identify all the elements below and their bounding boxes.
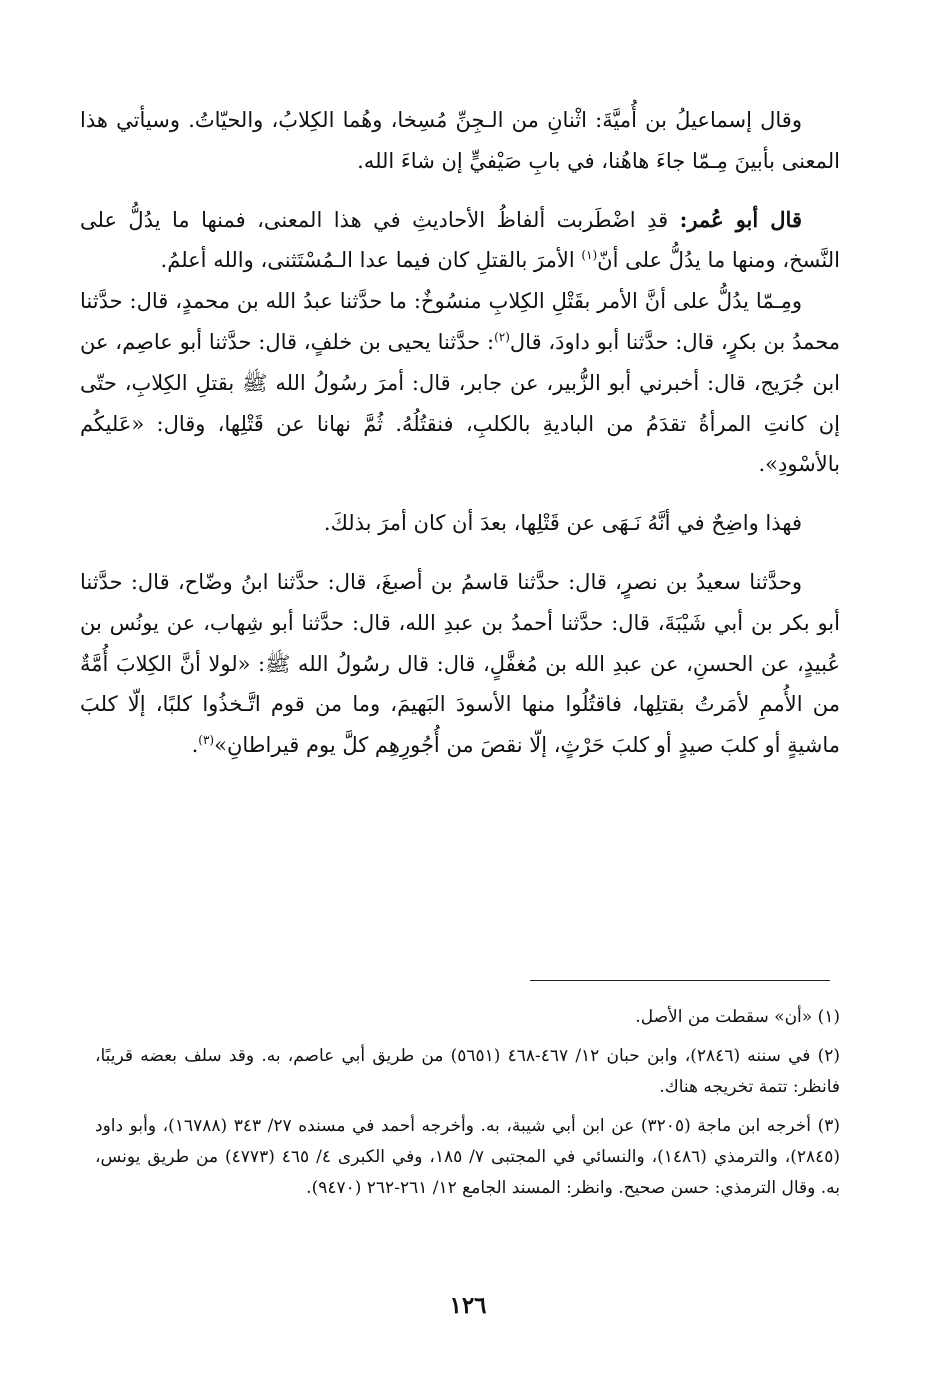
paragraph-1-line-1: وقال إسماعيلُ بن أُميَّةَ: اثْنانِ من الـجِنِّ مُسِخا، وهُما الكِلابُ، والحيّاتُ.	[188, 108, 802, 132]
speaker-label: قال أبو عُمر:	[679, 206, 802, 232]
footnote-1: (١) «أن» سقطت من الأصل.	[635, 1007, 840, 1027]
footnote-2: (٢) في سننه (٢٨٤٦)، وابن حبان ١٢/ ٤٦٧-٤٦٨ (٥٦٥١) من طريق أبي عاصم، به. وقد سلف بعضه قريبًا، فانظر: تتمة تخريجه هناك.	[95, 1046, 840, 1097]
paragraph-3	[80, 281, 840, 485]
page-number: ١٢٦	[449, 1292, 487, 1319]
footnotes	[95, 1002, 840, 1212]
paragraph-5-end: .	[191, 733, 199, 758]
footnote-separator	[530, 980, 830, 981]
footnote-ref-2[interactable]: (٢)	[494, 329, 510, 344]
paragraph-5	[80, 562, 840, 766]
paragraph-3-text-b: : حدَّثنا يحيى بن خلفٍ، قال: حدَّثنا أبو عاصِم، عن ابن جُرَيج، قال: أخبرني أبو الزُّبير، عن جابر، قال: أمرَ رسُولُ الله ﷺ بقتلِ الكِلابِ، حتّى إن كانتِ المرأةُ تقدَمُ من الباديةِ بالكلبِ، فنقتُلُهُ. ثُمَّ نهانا عن قَتْلِها، وقال: «عَليكُم بالأسْودِ».	[80, 329, 840, 477]
paragraph-1-line-2: وسيأتي هذا المعنى بأبينَ مِـمّا جاءَ هاهُنا، في بابِ صَيْفيٍّ إن شاءَ الله.	[80, 108, 840, 173]
paragraph-2	[80, 200, 840, 282]
main-text	[80, 100, 840, 766]
paragraph-1	[80, 100, 840, 182]
paragraph-4: فهذا واضِحٌ في أنَّهُ نَـهَى عن قَتْلِها، بعدَ أن كان أمرَ بذلكَ.	[323, 511, 802, 536]
paragraph-2-text-b: الأمرَ بالقتلِ كان فيما عدا الـمُسْتَثنى، والله أعلمُ.	[160, 248, 582, 273]
paragraph-2-text-a: قدِ اضْطَربت ألفاظُ الأحاديثِ في هذا المعنى، فمنها ما يدُلُّ على النَّسخ، ومنها ما يدُلُّ على أنّ	[80, 207, 840, 273]
footnote-ref-1[interactable]: (١)	[581, 248, 598, 263]
footnote-3: (٣) أخرجه ابن ماجة (٣٢٠٥) عن ابن أبي شيبة، به. وأخرجه أحمد في مسنده ٢٧/ ٣٤٣ (١٦٧٨٨)، وأبو داود (٢٨٤٥)، والترمذي (١٤٨٦)، والنسائي في المجتبى ٧/ ١٨٥، وفي الكبرى ٤/ ٤٦٥ (٤٧٧٣) من طريق يونس، به. وقال الترمذي: حسن صحيح. وانظر: المسند الجامع ١٢/ ٢٦١-٢٦٢ (٩٤٧٠).	[95, 1116, 840, 1198]
paragraph-5-text: وحدَّثنا سعيدُ بن نصرٍ، قال: حدَّثنا قاسمُ بن أصبغَ، قال: حدَّثنا ابنُ وضّاح، قال: حدَّثنا أبو بكر بن أبي شَيْبَةَ، قال: حدَّثنا أحمدُ بن عبدِ الله، قال: حدَّثنا أبو شِهاب، عن يونُس بن عُبيدٍ، عن الحسنِ، عن عبدِ الله بن مُغفَّلٍ، قال: قال رسُولُ الله ﷺ: «لولا أنَّ الكِلابَ أُمَّةٌ من الأُممِ لأمَرتُ بقتلِها، فاقتُلُوا منها الأسودَ البَهيمَ، وما من قوم اتَّـخذُوا كلبًا، إلّا كلبَ ماشيةٍ أو كلبَ صيدٍ أو كلبَ حَرْثٍ، إلّا نقصَ من أُجُورِهِم كلَّ يوم قيراطانِ»	[80, 569, 840, 758]
footnote-ref-3[interactable]: (٣)	[198, 733, 215, 748]
paragraph-3-text-a: ومِـمّا يدُلُّ على أنَّ الأمر بقَتْلِ الكِلابِ منسُوخٌ: ما حدَّثنا عبدُ الله بن محمدٍ، قال: حدَّثنا محمدُ بن بكرٍ، قال: حدَّثنا أبو داودَ، قال	[80, 289, 840, 354]
